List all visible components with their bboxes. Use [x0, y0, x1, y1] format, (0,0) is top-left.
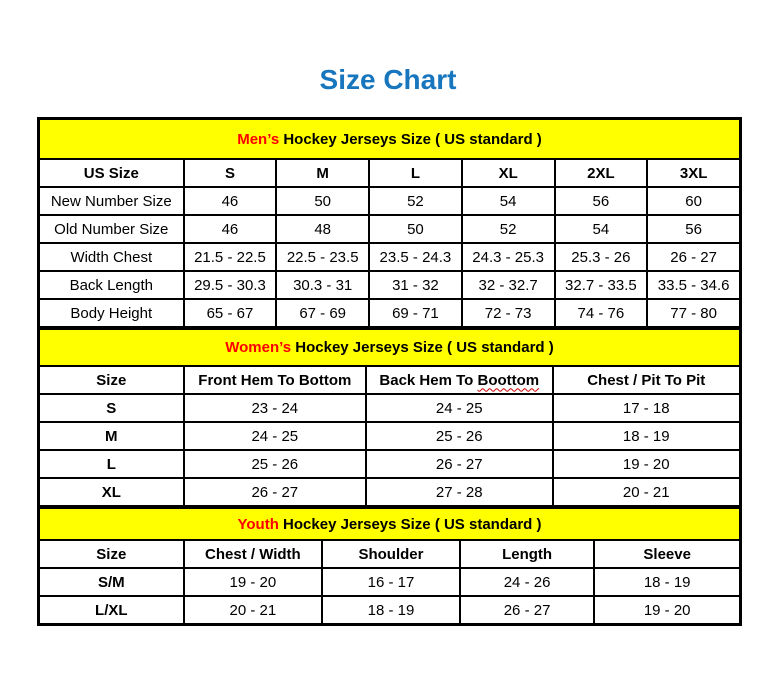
column-header: M	[276, 159, 369, 187]
value-cell: 74 - 76	[555, 299, 648, 327]
womens-section-title: Women’s Hockey Jerseys Size ( US standard )	[39, 329, 740, 366]
value-cell: 25 - 26	[184, 450, 366, 478]
value-cell: 26 - 27	[460, 596, 595, 624]
column-header: Size	[39, 540, 184, 568]
column-header: Sleeve	[594, 540, 740, 568]
table-row	[39, 478, 740, 506]
value-cell: 24 - 25	[366, 394, 552, 422]
value-cell: 23.5 - 24.3	[369, 243, 462, 271]
value-cell: 18 - 19	[322, 596, 460, 624]
value-cell: 25.3 - 26	[555, 243, 648, 271]
value-cell: 27 - 28	[366, 478, 552, 506]
value-cell: 19 - 20	[594, 596, 740, 624]
row-label: S/M	[39, 568, 184, 596]
column-header: 2XL	[555, 159, 648, 187]
value-cell: 29.5 - 30.3	[184, 271, 277, 299]
column-header: S	[184, 159, 277, 187]
value-cell: 25 - 26	[366, 422, 552, 450]
row-label: M	[39, 422, 184, 450]
youth-section-title: Youth Hockey Jerseys Size ( US standard )	[39, 508, 740, 540]
column-header: Front Hem To Bottom	[184, 366, 366, 394]
value-cell: 56	[555, 187, 648, 215]
table-row	[39, 568, 740, 596]
value-cell: 33.5 - 34.6	[647, 271, 740, 299]
page-title: Size Chart	[319, 64, 457, 95]
value-cell: 60	[647, 187, 740, 215]
row-label: L/XL	[39, 596, 184, 624]
size-table-mens	[38, 118, 741, 328]
value-cell: 77 - 80	[647, 299, 740, 327]
value-cell: 50	[276, 187, 369, 215]
value-cell: 52	[369, 187, 462, 215]
table-row	[39, 450, 740, 478]
value-cell: 19 - 20	[184, 568, 323, 596]
table-row	[39, 187, 740, 215]
value-cell: 31 - 32	[369, 271, 462, 299]
value-cell: 18 - 19	[553, 422, 741, 450]
column-header: Chest / Width	[184, 540, 323, 568]
column-header: 3XL	[647, 159, 740, 187]
table-row	[39, 422, 740, 450]
value-cell: 23 - 24	[184, 394, 366, 422]
column-header: XL	[462, 159, 555, 187]
youth-header-row	[39, 540, 740, 568]
column-header: Length	[460, 540, 595, 568]
column-header: Size	[39, 366, 184, 394]
column-header: US Size	[39, 159, 184, 187]
value-cell: 26 - 27	[366, 450, 552, 478]
value-cell: 24 - 26	[460, 568, 595, 596]
value-cell: 54	[555, 215, 648, 243]
value-cell: 48	[276, 215, 369, 243]
value-cell: 26 - 27	[647, 243, 740, 271]
womens-header-row	[39, 366, 740, 394]
row-label: New Number Size	[39, 187, 184, 215]
table-row	[39, 243, 740, 271]
value-cell: 22.5 - 23.5	[276, 243, 369, 271]
column-header: Back Hem To Boottom	[366, 366, 552, 394]
value-cell: 26 - 27	[184, 478, 366, 506]
value-cell: 52	[462, 215, 555, 243]
table-row	[39, 299, 740, 327]
value-cell: 46	[184, 187, 277, 215]
section-title-highlight: Women’s	[225, 339, 292, 356]
row-label: Old Number Size	[39, 215, 184, 243]
size-table-youth	[38, 507, 741, 625]
misspelled-word: Boottom	[477, 371, 540, 389]
row-label: Width Chest	[39, 243, 184, 271]
value-cell: 46	[184, 215, 277, 243]
value-cell: 65 - 67	[184, 299, 277, 327]
value-cell: 20 - 21	[553, 478, 741, 506]
value-cell: 21.5 - 22.5	[184, 243, 277, 271]
row-label: XL	[39, 478, 184, 506]
mens-header-row	[39, 159, 740, 187]
value-cell: 30.3 - 31	[276, 271, 369, 299]
value-cell: 69 - 71	[369, 299, 462, 327]
column-header: Chest / Pit To Pit	[553, 366, 741, 394]
section-title-highlight: Men’s	[237, 130, 280, 148]
row-label: Body Height	[39, 299, 184, 327]
table-row	[39, 215, 740, 243]
value-cell: 67 - 69	[276, 299, 369, 327]
size-table-womens	[38, 328, 741, 507]
value-cell: 32.7 - 33.5	[555, 271, 648, 299]
value-cell: 72 - 73	[462, 299, 555, 327]
value-cell: 32 - 32.7	[462, 271, 555, 299]
column-header: Shoulder	[322, 540, 460, 568]
value-cell: 24.3 - 25.3	[462, 243, 555, 271]
value-cell: 20 - 21	[184, 596, 323, 624]
value-cell: 56	[647, 215, 740, 243]
table-row	[39, 271, 740, 299]
section-title-highlight: Youth	[237, 515, 279, 533]
value-cell: 16 - 17	[322, 568, 460, 596]
value-cell: 24 - 25	[184, 422, 366, 450]
row-label: L	[39, 450, 184, 478]
column-header: L	[369, 159, 462, 187]
size-tables-container	[37, 117, 742, 626]
value-cell: 17 - 18	[553, 394, 741, 422]
table-row	[39, 596, 740, 624]
value-cell: 50	[369, 215, 462, 243]
table-row	[39, 394, 740, 422]
value-cell: 54	[462, 187, 555, 215]
value-cell: 19 - 20	[553, 450, 741, 478]
mens-section-title: Men’s Hockey Jerseys Size ( US standard )	[39, 119, 740, 159]
row-label: S	[39, 394, 184, 422]
row-label: Back Length	[39, 271, 184, 299]
value-cell: 18 - 19	[594, 568, 740, 596]
